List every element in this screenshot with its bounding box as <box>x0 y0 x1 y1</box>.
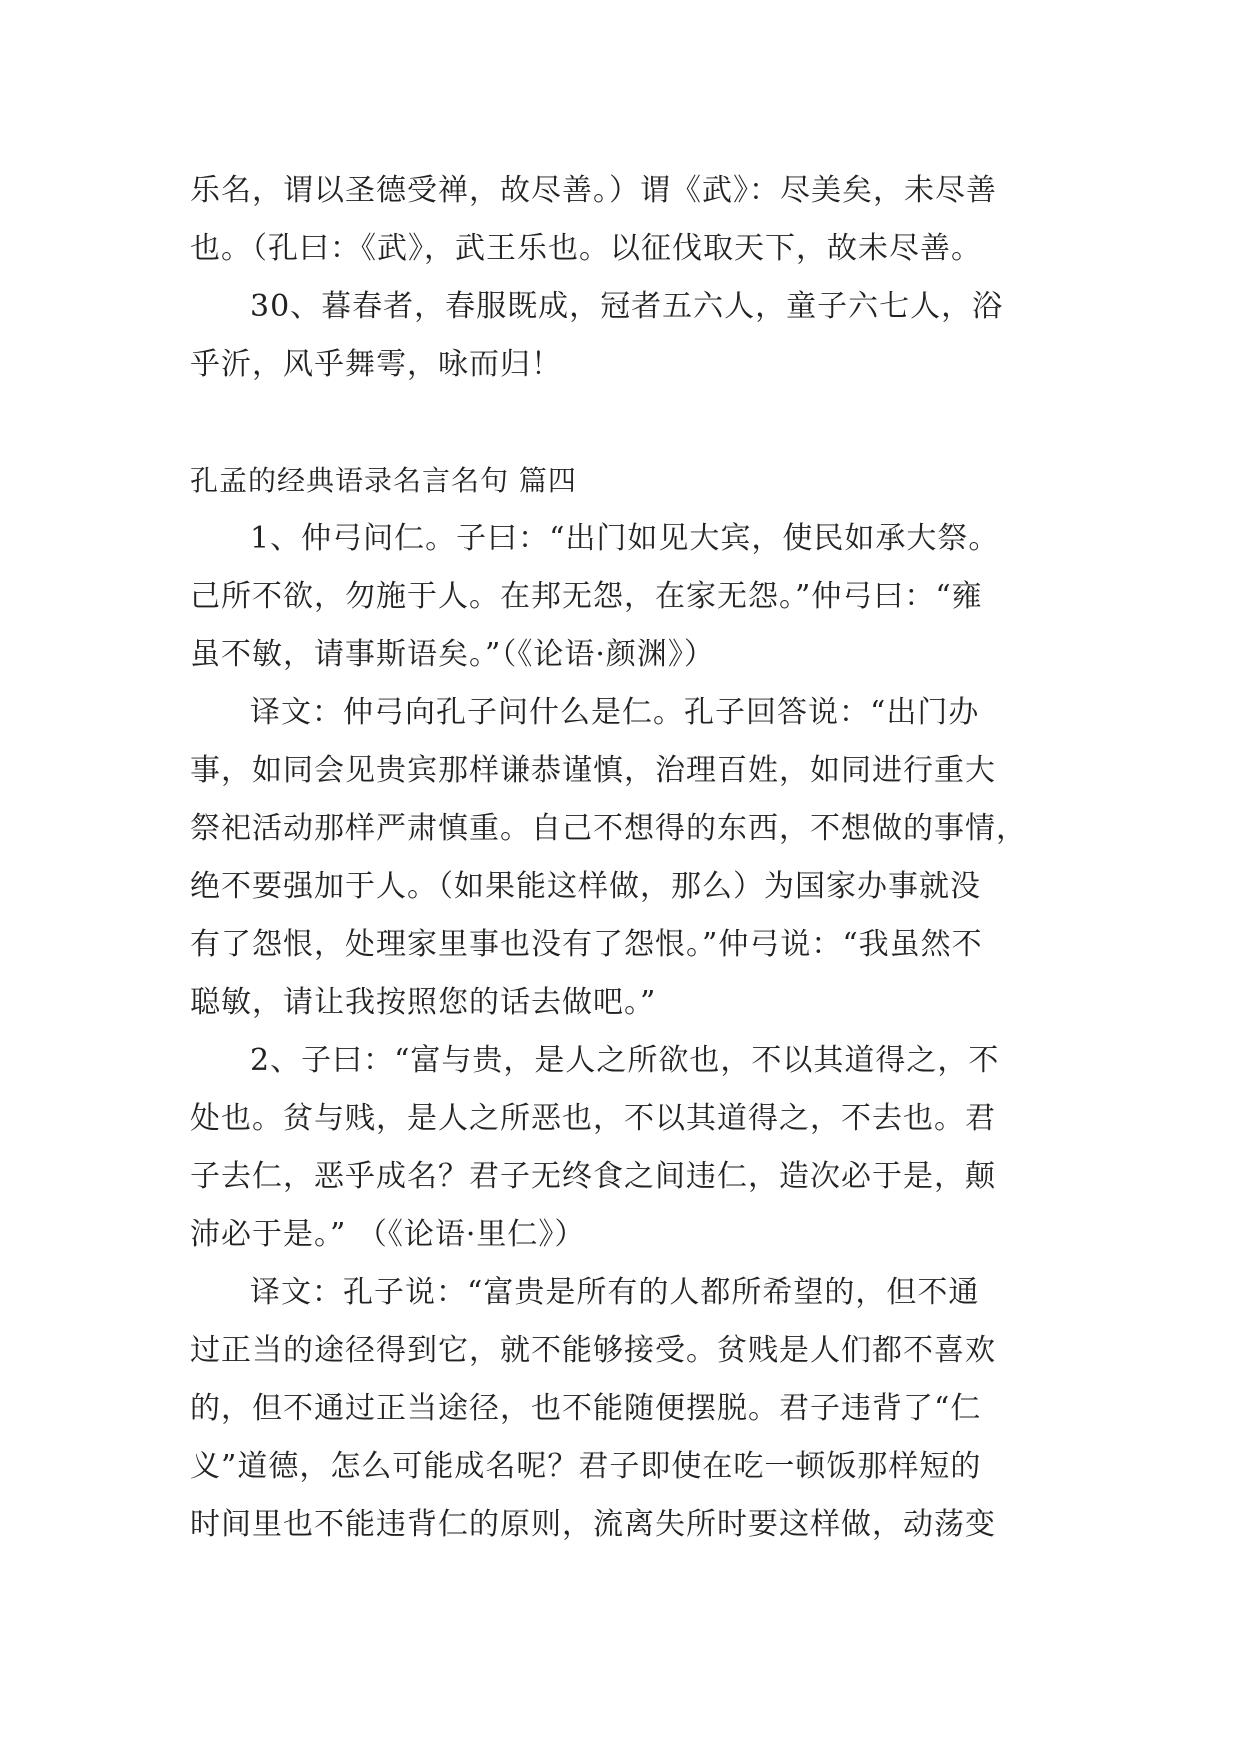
text-line: 有了怨恨，处理家里事也没有了怨恨。”仲弓说：“我虽然不 <box>190 927 983 962</box>
text-line: 聪敏，请让我按照您的话去做吧。” <box>190 985 657 1020</box>
text-line: 的，但不通过正当途径，也不能随便摆脱。君子违背了“仁 <box>190 1391 982 1426</box>
text-line: 过正当的途径得到它，就不能够接受。贫贱是人们都不喜欢 <box>190 1333 996 1368</box>
text-line: 译文：孔子说：“富贵是所有的人都所希望的，但不通 <box>250 1275 980 1310</box>
section-gap <box>190 394 1060 452</box>
text-line: 义”道德，怎么可能成名呢？君子即使在吃一顿饭那样短的 <box>190 1449 982 1484</box>
paragraph-item-2 <box>190 1032 1060 1264</box>
text-line: 2、子曰：“富与贵，是人之所欲也，不以其道得之，不 <box>250 1043 1000 1078</box>
text-line: 绝不要强加于人。（如果能这样做，那么）为国家办事就没 <box>190 869 981 904</box>
text-line: 沛必于是。” （《论语·里仁》） <box>190 1217 586 1252</box>
paragraph-item-30 <box>190 278 1060 394</box>
text-line: 译文：仲弓向孔子问什么是仁。孔子回答说：“出门办 <box>250 695 980 730</box>
text-line: 处也。贫与贱，是人之所恶也，不以其道得之，不去也。君 <box>190 1101 996 1136</box>
text-line: 乎沂，风乎舞雩，咏而归！ <box>190 347 562 382</box>
text-line: 时间里也不能违背仁的原则，流离失所时要这样做，动荡变 <box>190 1507 996 1542</box>
text-line: 事，如同会见贵宾那样谦恭谨慎，治理百姓，如同进行重大 <box>190 753 996 788</box>
text-line: 也。（孔曰：《武》，武王乐也。以征伐取天下，故未尽善。 <box>190 231 982 266</box>
text-line: 乐名，谓以圣德受禅，故尽善。）谓《武》：尽美矣，未尽善 <box>190 173 997 208</box>
paragraph-translation-1 <box>190 684 1060 1032</box>
paragraph-continuation <box>190 162 1060 278</box>
text-line: 1、仲弓问仁。子曰：“出门如见大宾，使民如承大祭。 <box>250 521 1000 556</box>
document-body <box>190 162 1060 1554</box>
text-line: 祭祀活动那样严肃慎重。自己不想得的东西，不想做的事情， <box>190 811 1027 846</box>
text-line: 30、暮春者，春服既成，冠者五六人，童子六七人，浴 <box>250 289 1004 324</box>
text-line: 虽不敏，请事斯语矣。”（《论语·颜渊》） <box>190 637 715 672</box>
paragraph-translation-2 <box>190 1264 1060 1554</box>
text-line: 己所不欲，勿施于人。在邦无怨，在家无怨。”仲弓曰：“雍 <box>190 579 983 614</box>
section-heading: 孔孟的经典语录名言名句 篇四 <box>190 464 577 497</box>
text-line: 子去仁，恶乎成名？君子无终食之间违仁，造次必于是，颠 <box>190 1159 996 1194</box>
paragraph-item-1 <box>190 510 1060 684</box>
